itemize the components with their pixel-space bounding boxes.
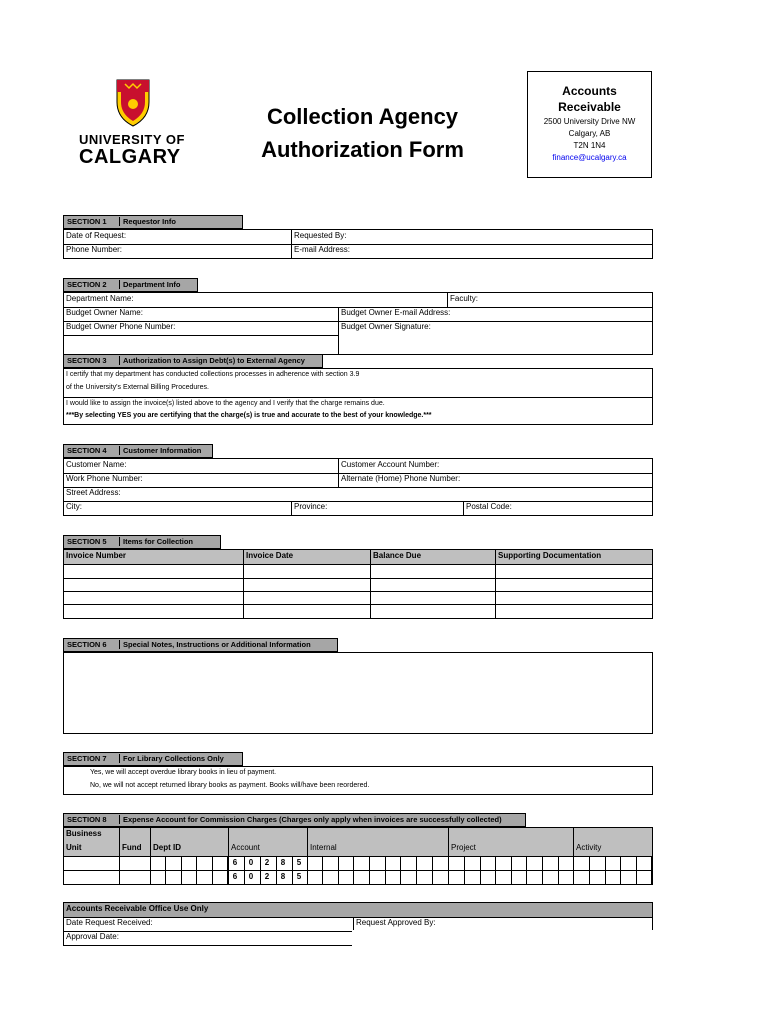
date-of-request-field[interactable]: Date of Request: bbox=[66, 231, 127, 240]
request-approved-by-field[interactable]: Request Approved By: bbox=[356, 918, 436, 927]
section3-box bbox=[63, 368, 653, 425]
section2-table bbox=[63, 292, 653, 355]
dept-id-label: Dept ID bbox=[153, 843, 181, 852]
grid-line bbox=[526, 856, 527, 884]
section3-header bbox=[63, 354, 323, 368]
library-decline-option[interactable]: No, we will not accept returned library books as payment. Books will/have been reordered. bbox=[90, 782, 370, 789]
ar-title-1: Accounts bbox=[562, 84, 617, 98]
grid-line bbox=[464, 856, 465, 884]
table-row[interactable] bbox=[64, 605, 652, 618]
account-digit: 6 bbox=[232, 872, 238, 881]
grid-line bbox=[416, 856, 417, 884]
approval-date-field[interactable]: Approval Date: bbox=[66, 932, 119, 941]
account-label: Account bbox=[231, 843, 260, 852]
col-balance-due: Balance Due bbox=[373, 551, 422, 560]
table-row[interactable] bbox=[64, 579, 652, 591]
grid-line bbox=[353, 856, 354, 884]
certify-line-2: of the University's External Billing Procedures. bbox=[66, 384, 209, 391]
grid-line bbox=[495, 856, 496, 884]
expense-account-table bbox=[63, 827, 653, 885]
section5-title: Items for Collection bbox=[119, 537, 193, 546]
certification-notice: ***By selecting YES you are certifying that the charge(s) is true and accurate to the best of your knowledge.*** bbox=[66, 412, 432, 419]
grid-line bbox=[322, 856, 323, 884]
section8-title: Expense Account for Commission Charges (Charges only apply when invoices are successfully collected) bbox=[119, 815, 502, 824]
activity-label: Activity bbox=[576, 843, 602, 852]
section7-title: For Library Collections Only bbox=[119, 754, 224, 763]
section7-number: SECTION 7 bbox=[67, 754, 107, 763]
requested-by-field[interactable]: Requested By: bbox=[294, 231, 347, 240]
section3-title: Authorization to Assign Debt(s) to External Agency bbox=[119, 356, 305, 365]
table-row[interactable] bbox=[64, 592, 652, 604]
section1-number: SECTION 1 bbox=[67, 217, 107, 226]
section4-title: Customer Information bbox=[119, 446, 201, 455]
section8-header bbox=[63, 813, 526, 827]
grid-line bbox=[636, 856, 637, 884]
section6-title: Special Notes, Instructions or Additional Information bbox=[119, 640, 311, 649]
grid-line bbox=[480, 856, 481, 884]
internal-label: Internal bbox=[310, 843, 337, 852]
ar-address-3: T2N 1N4 bbox=[573, 141, 606, 150]
grid-line bbox=[620, 856, 621, 884]
form-title-line1: Collection Agency bbox=[266, 104, 459, 129]
section6-header bbox=[63, 638, 338, 652]
fund-label: Fund bbox=[122, 843, 142, 852]
col-invoice-number: Invoice Number bbox=[66, 551, 127, 560]
section1-header bbox=[63, 215, 243, 229]
section1-title: Requestor Info bbox=[119, 217, 176, 226]
ar-address-1: 2500 University Drive NW bbox=[543, 117, 636, 126]
expense-entry-row[interactable] bbox=[64, 857, 652, 870]
account-digit: 8 bbox=[280, 872, 286, 881]
budget-owner-email-field[interactable]: Budget Owner E-mail Address: bbox=[341, 308, 451, 317]
grid-line bbox=[196, 856, 197, 884]
section4-number: SECTION 4 bbox=[67, 446, 107, 455]
phone-number-field[interactable]: Phone Number: bbox=[66, 245, 123, 254]
customer-name-field[interactable]: Customer Name: bbox=[66, 460, 127, 469]
grid-line bbox=[651, 856, 652, 884]
budget-owner-signature-field[interactable]: Budget Owner Signature: bbox=[341, 322, 431, 331]
section3-number: SECTION 3 bbox=[67, 356, 107, 365]
ar-email-link[interactable]: finance@ucalgary.ca bbox=[552, 153, 627, 162]
account-digit: 0 bbox=[248, 872, 254, 881]
grid-line bbox=[589, 856, 590, 884]
grid-line bbox=[432, 856, 433, 884]
assign-line: I would like to assign the invoice(s) listed above to the agency and I verify that the charge remains due. bbox=[66, 400, 385, 407]
grid-line bbox=[292, 856, 293, 884]
table-row[interactable] bbox=[64, 565, 652, 578]
ar-title-2: Receivable bbox=[558, 100, 621, 114]
grid-line bbox=[385, 856, 386, 884]
city-field[interactable]: City: bbox=[66, 502, 82, 511]
grid-line bbox=[605, 856, 606, 884]
section7-header bbox=[63, 752, 243, 766]
date-request-received-field[interactable]: Date Request Received: bbox=[66, 918, 153, 927]
grid-line bbox=[400, 856, 401, 884]
grid-line bbox=[260, 856, 261, 884]
street-address-field[interactable]: Street Address: bbox=[66, 488, 121, 497]
grid-line bbox=[448, 856, 449, 884]
account-digit: 2 bbox=[264, 858, 270, 867]
account-digit: 2 bbox=[264, 872, 270, 881]
account-digit: 5 bbox=[296, 858, 302, 867]
account-digit: 0 bbox=[248, 858, 254, 867]
accounts-receivable-box bbox=[527, 71, 652, 178]
section2-header bbox=[63, 278, 198, 292]
grid-line bbox=[558, 856, 559, 884]
account-digit: 8 bbox=[280, 858, 286, 867]
section7-box bbox=[63, 766, 653, 795]
grid-line bbox=[181, 856, 182, 884]
grid-line bbox=[542, 856, 543, 884]
grid-line bbox=[227, 856, 228, 884]
budget-owner-name-field[interactable]: Budget Owner Name: bbox=[66, 308, 143, 317]
university-crest-icon bbox=[65, 72, 200, 132]
section4-table bbox=[63, 458, 653, 516]
department-name-field[interactable]: Department Name: bbox=[66, 294, 134, 303]
section6-number: SECTION 6 bbox=[67, 640, 107, 649]
grid-line bbox=[511, 856, 512, 884]
items-table bbox=[63, 549, 653, 619]
business-unit-label-1: Business bbox=[66, 829, 102, 838]
grid-line bbox=[276, 856, 277, 884]
grid-line bbox=[338, 856, 339, 884]
province-field[interactable]: Province: bbox=[294, 502, 328, 511]
section8-number: SECTION 8 bbox=[67, 815, 107, 824]
grid-line bbox=[244, 856, 245, 884]
grid-line bbox=[212, 856, 213, 884]
budget-owner-phone-field[interactable]: Budget Owner Phone Number: bbox=[66, 322, 176, 331]
account-digit: 5 bbox=[296, 872, 302, 881]
form-title-line2: Authorization Form bbox=[261, 137, 464, 162]
col-invoice-date: Invoice Date bbox=[246, 551, 294, 560]
ar-address-2: Calgary, AB bbox=[568, 129, 611, 138]
certify-line-1: I certify that my department has conducted collections processes in adherence with section 3.9 bbox=[66, 371, 360, 378]
logo-text-line1: UNIVERSITY OF bbox=[79, 132, 185, 147]
alternate-phone-field[interactable]: Alternate (Home) Phone Number: bbox=[341, 474, 461, 483]
section4-header bbox=[63, 444, 213, 458]
logo-text-line2: CALGARY bbox=[79, 146, 181, 168]
section5-header bbox=[63, 535, 221, 549]
section2-title: Department Info bbox=[119, 280, 181, 289]
postal-code-field[interactable]: Postal Code: bbox=[466, 502, 512, 511]
work-phone-field[interactable]: Work Phone Number: bbox=[66, 474, 143, 483]
special-notes-textarea[interactable] bbox=[63, 652, 653, 734]
office-use-title: Accounts Receivable Office Use Only bbox=[66, 904, 209, 913]
project-label: Project bbox=[451, 843, 476, 852]
email-address-field[interactable]: E-mail Address: bbox=[294, 245, 351, 254]
section5-number: SECTION 5 bbox=[67, 537, 107, 546]
account-digit: 6 bbox=[232, 858, 238, 867]
grid-line bbox=[165, 856, 166, 884]
form-title bbox=[230, 100, 495, 166]
faculty-field[interactable]: Faculty: bbox=[450, 294, 479, 303]
section2-number: SECTION 2 bbox=[67, 280, 107, 289]
business-unit-label-2: Unit bbox=[66, 843, 82, 852]
col-supporting-documentation: Supporting Documentation bbox=[498, 551, 602, 560]
grid-line bbox=[369, 856, 370, 884]
customer-account-field[interactable]: Customer Account Number: bbox=[341, 460, 440, 469]
section1-table bbox=[63, 229, 653, 259]
expense-entry-row[interactable] bbox=[64, 871, 652, 884]
university-logo bbox=[65, 72, 200, 178]
library-accept-option[interactable]: Yes, we will accept overdue library books in lieu of payment. bbox=[90, 769, 277, 776]
